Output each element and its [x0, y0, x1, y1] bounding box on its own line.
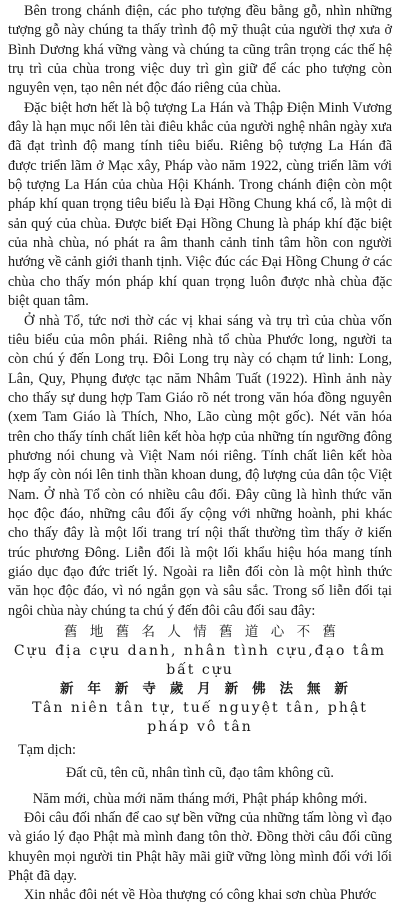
chinese-char: 名: [141, 624, 156, 640]
chinese-char: 法: [279, 681, 293, 697]
paragraph-hoa-thuong: Xin nhắc đôi nét về Hòa thượng có công khai sơn chùa Phước: [24, 887, 377, 904]
translation-label: Tạm dịch:: [18, 742, 76, 758]
chinese-char: 舊: [219, 624, 233, 640]
chinese-char: 新: [224, 681, 239, 697]
chinese-char: 不: [296, 624, 311, 640]
chinese-char: 新: [60, 681, 74, 697]
couplet-block: [8, 623, 392, 737]
chinese-char: 歲: [169, 681, 184, 697]
couplet-line2-reading: Tân niên tân tự, tuế nguyệt tân, phật pháp vô tân: [32, 700, 368, 735]
chinese-char: 道: [244, 624, 259, 640]
couplet-line2-chinese: [8, 680, 392, 699]
chinese-char: 舊: [115, 624, 130, 640]
paragraph-nha-to: Ở nhà Tổ, tức nơi thờ các vị khai sáng và trụ trì của chùa vốn tiêu biểu của môn phái. Riêng nhà tổ chùa Phước long, người ta còn chú ý đến Long trụ. Đôi Long trụ này có chạm tứ linh: Long, Lân, Quy, Phụng được tạc năm Nhâm Tuất (1922). Hình ảnh này cho thấy sự dung hợp Tam Giáo rõ nét trong văn hóa đồng nguyên (xem Tam Giáo là Thích, Nho, Lão cùng một gốc). Nét văn hóa trên cho thấy tính chất liên kết hòa hợp của những tín ngưỡng đông phương nói chung và Việt Nam nói riêng. Tính chất liên kết hòa hợp ấy còn nói lên tinh thần khoan dung, độ lượng của dân tộc Việt Nam. Ở nhà Tổ còn có nhiều câu đối. Đây cũng là hình thức văn học độc đáo, những câu đối ấy cộng với những hoành, phi khác cho thấy đây là một lối trang trí nội thất thường tìm thấy ở kiến trúc phương Đông. Liễn đối là một lối khẩu hiệu hóa mang tính giáo dục đạo đức triết lý. Ngoài ra liễn đối còn là một hình thức văn học độc đáo, vì nó ngắn gọn và sâu sắc. Trong số liễn đối tại ngôi chùa này chúng ta chú ý đến đôi câu đối sau đây:: [8, 312, 392, 619]
chinese-char: 地: [89, 624, 104, 640]
chinese-char: 寺: [142, 681, 156, 697]
chinese-char: 佛: [252, 681, 266, 697]
couplet-line1-chinese: [8, 623, 392, 642]
chinese-char: 新: [334, 681, 348, 697]
chinese-char: 新: [114, 681, 129, 697]
translation-line2: Năm mới, chùa mới năm tháng mới, Phật pháp không mới.: [32, 790, 368, 807]
couplet-line1-reading: Cựu địa cựu danh, nhân tình cựu,đạo tâm bất cựu: [13, 643, 387, 678]
paragraph-couplet-meaning: Đôi câu đối nhấn để cao sự bền vững của những tấm lòng vì đạo và giáo lý đạo Phật mà mình đang tôn thờ. Đồng thời câu đối cũng khuyên mọi người tin Phật hãy mãi giữ vững lòng mình đối với lối Phật đã dạy.: [8, 810, 392, 885]
paragraph-la-han: Đặc biệt hơn hết là bộ tượng La Hán và Thập Điện Minh Vương đây là hạn mục nổi lên tài điêu khắc của người nghệ nhân ngày xưa đã đạt trình độ mang tính tiêu biểu. Riêng bộ tượng La Hán đã được triển lãm ở Mạc xây, Pháp vào năm 1922, cùng triển lãm với bộ tượng La Hán của chùa Hội Khánh. Trong chánh điện còn một pháp khí quan trọng tiêu biểu là Đại Hồng Chung khá cổ, là một di sản quý của chùa. Được biết Đại Hồng Chung là pháp khí đặc biệt của nhà chùa, nó phát ra âm thanh cảnh tỉnh tâm hồn con người hướng về cảnh giới thanh tịnh. Việc đúc các Đại Hồng Chung ở các chùa cho thấy món pháp khí quan trọng luôn được nhà chùa đặc biệt quan tâm.: [8, 99, 392, 310]
document-page: [8, 0, 392, 904]
chinese-char: 人: [167, 624, 181, 640]
chinese-char: 情: [193, 624, 207, 640]
chinese-char: 無: [306, 681, 321, 697]
paragraph-statues: Bên trong chánh điện, các pho tượng đều bằng gỗ, nhìn những tượng gỗ này chúng ta thấy trình độ mỹ thuật của người thợ xưa ở Bình Dương khá vững vàng và chúng ta cũng trân trọng các thế hệ trụ trì của chùa trong việc duy trì gìn giữ để các pho tượng còn nguyên vẹn, tạo nên nét độc đáo riêng của chùa.: [8, 3, 392, 97]
translation-line1: Đất cũ, tên cũ, nhân tình cũ, đạo tâm không cũ.: [66, 765, 334, 782]
chinese-char: 月: [197, 681, 211, 697]
chinese-char: 年: [87, 681, 101, 697]
chinese-char: 舊: [64, 624, 78, 640]
chinese-char: 舊: [322, 624, 336, 640]
chinese-char: 心: [270, 624, 285, 640]
